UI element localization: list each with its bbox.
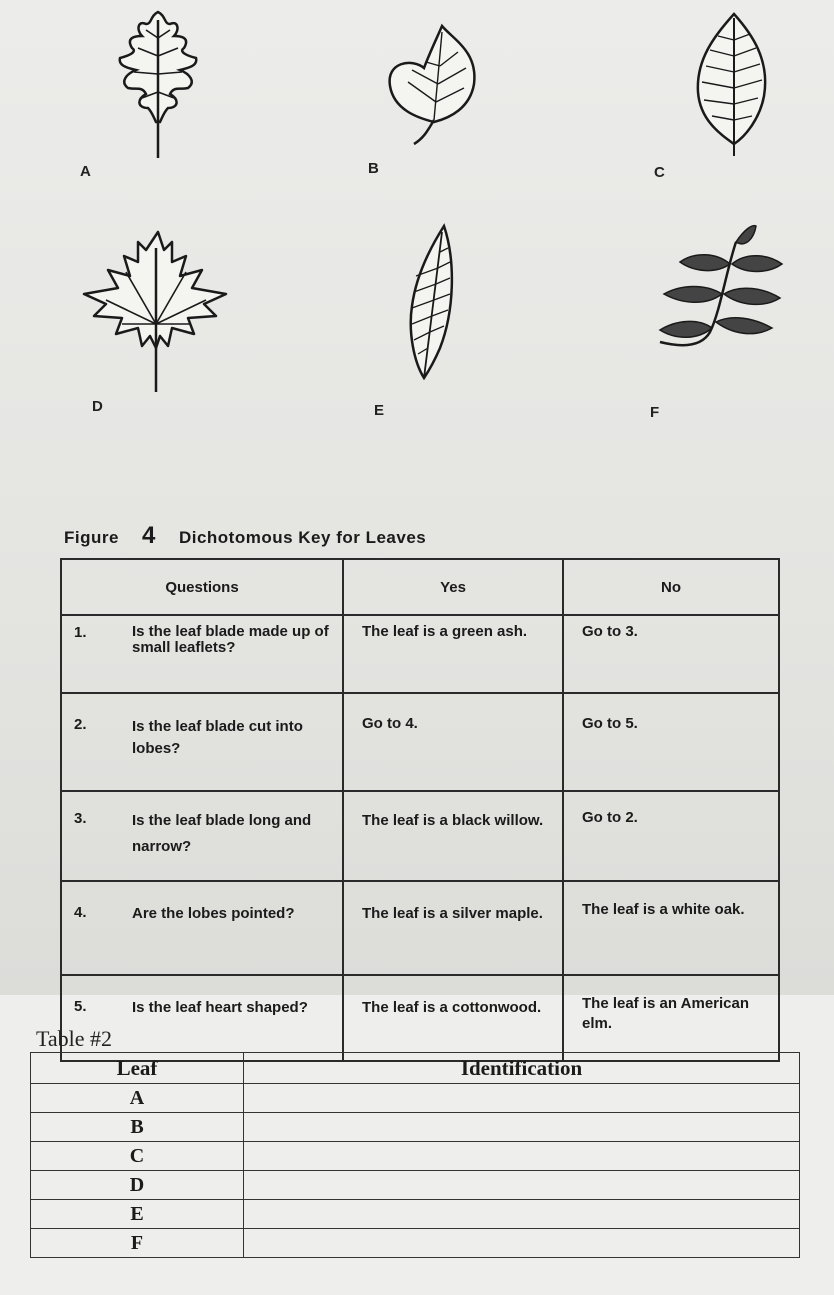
no-answer: Go to 2. — [563, 791, 779, 881]
yes-answer: The leaf is a black willow. — [343, 791, 563, 881]
heart-leaf-icon — [384, 22, 484, 152]
header-questions: Questions — [61, 559, 343, 615]
identification-cell[interactable] — [244, 1142, 800, 1171]
header-leaf: Leaf — [31, 1053, 244, 1084]
leaf-letter: F — [650, 404, 660, 421]
willow-leaf-icon — [404, 222, 460, 382]
table2-header-row — [31, 1053, 800, 1084]
table-row — [31, 1084, 800, 1113]
key-header-row — [61, 559, 779, 615]
table-row — [31, 1171, 800, 1200]
leaf-letter: C — [654, 164, 665, 181]
step-number: 5. — [74, 998, 87, 1015]
identification-cell[interactable] — [244, 1084, 800, 1113]
figure-label: Figure — [64, 528, 119, 547]
step-number: 1. — [74, 624, 87, 641]
leaf-letter: B — [368, 160, 379, 177]
header-identification: Identification — [244, 1053, 800, 1084]
leaf-letter: A — [80, 163, 91, 180]
question-text: Is the leaf blade cut into lobes? — [132, 718, 303, 757]
compound-leaf-icon — [654, 222, 794, 382]
leaf-cell: B — [31, 1113, 244, 1142]
oak-leaf-icon — [108, 8, 208, 163]
yes-answer: The leaf is a green ash. — [343, 615, 563, 693]
key-row — [61, 791, 779, 881]
figure-title: Dichotomous Key for Leaves — [178, 528, 427, 547]
dichotomous-key-table — [60, 558, 780, 1062]
step-number: 3. — [74, 810, 87, 827]
figure-caption — [64, 522, 426, 550]
figure-number: 4 — [142, 522, 156, 549]
key-row — [61, 693, 779, 791]
step-number: 4. — [74, 904, 87, 921]
maple-leaf-icon — [76, 228, 236, 396]
table-row — [31, 1229, 800, 1258]
leaf-letter: D — [92, 398, 103, 415]
key-row — [61, 615, 779, 693]
yes-answer: The leaf is a silver maple. — [343, 881, 563, 975]
identification-cell[interactable] — [244, 1229, 800, 1258]
table2-title: Table #2 — [36, 1026, 113, 1051]
leaf-cell: A — [31, 1084, 244, 1113]
elm-leaf-icon — [690, 10, 772, 160]
table-row — [31, 1113, 800, 1142]
question-text: Is the leaf heart shaped? — [132, 999, 308, 1016]
question-text: Is the leaf blade made up of small leaflets? — [132, 623, 329, 656]
yes-answer: The leaf is a cottonwood. — [343, 975, 563, 1061]
no-answer: The leaf is a white oak. — [563, 881, 779, 975]
no-answer: Go to 5. — [563, 693, 779, 791]
key-row — [61, 881, 779, 975]
identification-table — [30, 1052, 800, 1258]
key-row — [61, 975, 779, 1061]
no-answer: The leaf is an American elm. — [563, 975, 779, 1061]
identification-cell[interactable] — [244, 1200, 800, 1229]
question-text: Is the leaf blade long and narrow? — [132, 812, 312, 855]
header-no: No — [563, 559, 779, 615]
step-number: 2. — [74, 716, 87, 733]
leaf-cell: C — [31, 1142, 244, 1171]
identification-cell[interactable] — [244, 1171, 800, 1200]
yes-answer: Go to 4. — [343, 693, 563, 791]
leaf-letter: E — [374, 402, 385, 419]
table-row — [31, 1200, 800, 1229]
header-yes: Yes — [343, 559, 563, 615]
identification-cell[interactable] — [244, 1113, 800, 1142]
leaf-cell: F — [31, 1229, 244, 1258]
question-text: Are the lobes pointed? — [132, 905, 295, 922]
table-row — [31, 1142, 800, 1171]
no-answer: Go to 3. — [563, 615, 779, 693]
leaf-cell: D — [31, 1171, 244, 1200]
leaf-cell: E — [31, 1200, 244, 1229]
